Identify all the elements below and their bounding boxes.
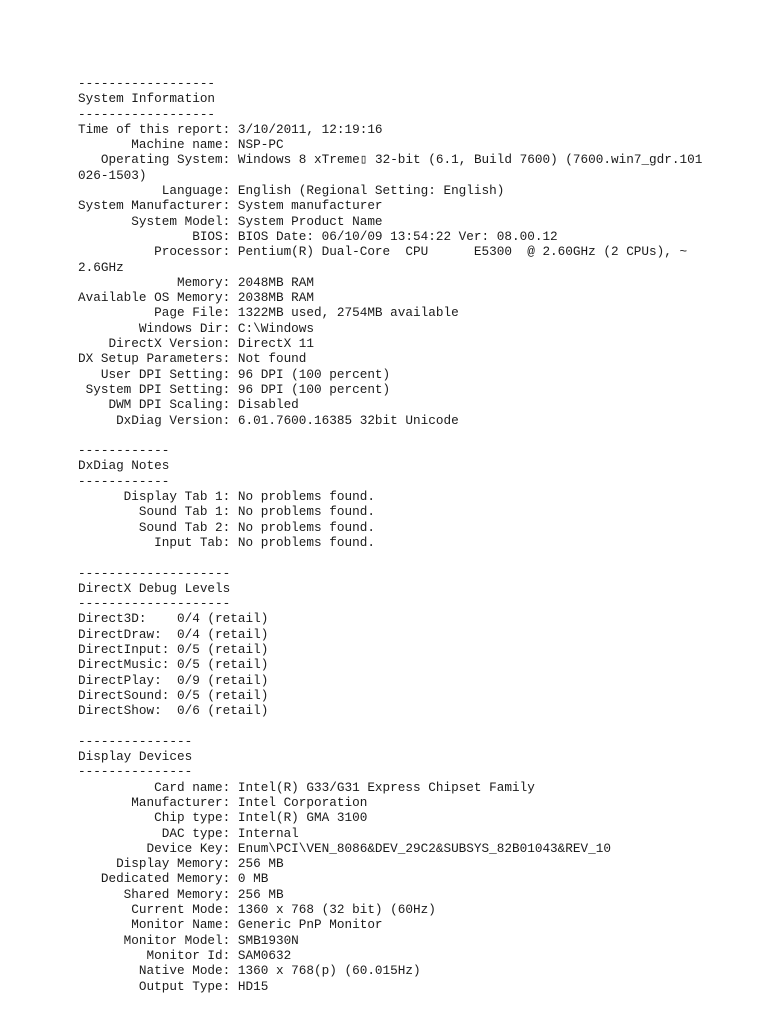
report-line: DxDiag Notes <box>78 458 170 474</box>
report-line: --------------- <box>78 733 193 749</box>
report-line: Monitor Name: Generic PnP Monitor <box>78 917 383 933</box>
report-line: Direct3D: 0/4 (retail) <box>78 611 269 627</box>
report-line: Display Memory: 256 MB <box>78 856 284 872</box>
report-line: Processor: Pentium(R) Dual-Core CPU E5300 @ 2.60GHz (2 CPUs), ~ <box>78 244 688 260</box>
report-line: Language: English (Regional Setting: English) <box>78 183 505 199</box>
report-line: DirectMusic: 0/5 (retail) <box>78 657 269 673</box>
report-line: System DPI Setting: 96 DPI (100 percent) <box>78 381 391 397</box>
report-line <box>78 550 702 565</box>
report-line <box>78 718 702 733</box>
report-line: Machine name: NSP-PC <box>78 137 284 153</box>
report-line: Output Type: HD15 <box>78 978 269 994</box>
report-line: Card name: Intel(R) G33/G31 Express Chipset Family <box>78 779 535 795</box>
report-line: System Information <box>78 91 216 107</box>
report-line: Sound Tab 1: No problems found. <box>78 504 375 520</box>
report-line: Shared Memory: 256 MB <box>78 886 284 902</box>
report-line: DWM DPI Scaling: Disabled <box>78 397 299 413</box>
report-line: DX Setup Parameters: Not found <box>78 351 307 367</box>
report-line: ------------ <box>78 443 170 459</box>
report-line: 026-1503) <box>78 167 147 183</box>
report-line: DirectShow: 0/6 (retail) <box>78 703 269 719</box>
report-line: ------------ <box>78 473 170 489</box>
report-line: DirectDraw: 0/4 (retail) <box>78 626 269 642</box>
report-line: System Manufacturer: System manufacturer <box>78 198 383 214</box>
report-line: Device Key: Enum\PCI\VEN_8086&DEV_29C2&SUBSYS_82B01043&REV_10 <box>78 840 611 856</box>
report-line: DirectX Version: DirectX 11 <box>78 336 315 352</box>
report-line: Display Tab 1: No problems found. <box>78 489 375 505</box>
report-line: Monitor Model: SMB1930N <box>78 932 299 948</box>
report-line: -------------------- <box>78 596 231 612</box>
report-line: Native Mode: 1360 x 768(p) (60.015Hz) <box>78 963 421 979</box>
report-line: Memory: 2048MB RAM <box>78 274 315 290</box>
report-line: DirectInput: 0/5 (retail) <box>78 641 269 657</box>
report-line: Available OS Memory: 2038MB RAM <box>78 290 315 306</box>
report-line: Windows Dir: C:\Windows <box>78 320 315 336</box>
report-line: Current Mode: 1360 x 768 (32 bit) (60Hz) <box>78 902 436 918</box>
report-line: DirectSound: 0/5 (retail) <box>78 687 269 703</box>
report-line: --------------- <box>78 764 193 780</box>
report-line: Display Devices <box>78 749 193 765</box>
report-line: BIOS: BIOS Date: 06/10/09 13:54:22 Ver: 08.00.12 <box>78 228 558 244</box>
report-line: Page File: 1322MB used, 2754MB available <box>78 305 459 321</box>
report-line: Time of this report: 3/10/2011, 12:19:16 <box>78 121 383 137</box>
dxdiag-report <box>78 76 702 994</box>
report-line: 2.6GHz <box>78 259 124 275</box>
report-line: DAC type: Internal <box>78 825 299 841</box>
report-line <box>78 428 702 443</box>
report-line: Sound Tab 2: No problems found. <box>78 519 375 535</box>
report-line: Operating System: Windows 8 xTreme▯ 32-bit (6.1, Build 7600) (7600.win7_gdr.101 <box>78 152 703 168</box>
report-line: ------------------ <box>78 76 216 91</box>
report-line: Manufacturer: Intel Corporation <box>78 794 368 810</box>
report-line: Dedicated Memory: 0 MB <box>78 871 269 887</box>
report-line: ------------------ <box>78 106 216 122</box>
report-line: -------------------- <box>78 565 231 581</box>
report-line: Chip type: Intel(R) GMA 3100 <box>78 810 368 826</box>
report-line: System Model: System Product Name <box>78 213 383 229</box>
report-line: User DPI Setting: 96 DPI (100 percent) <box>78 366 391 382</box>
report-line: DxDiag Version: 6.01.7600.16385 32bit Unicode <box>78 412 459 428</box>
report-line: Input Tab: No problems found. <box>78 534 375 550</box>
report-line: DirectX Debug Levels <box>78 580 231 596</box>
report-line: DirectPlay: 0/9 (retail) <box>78 672 269 688</box>
report-line: Monitor Id: SAM0632 <box>78 947 292 963</box>
